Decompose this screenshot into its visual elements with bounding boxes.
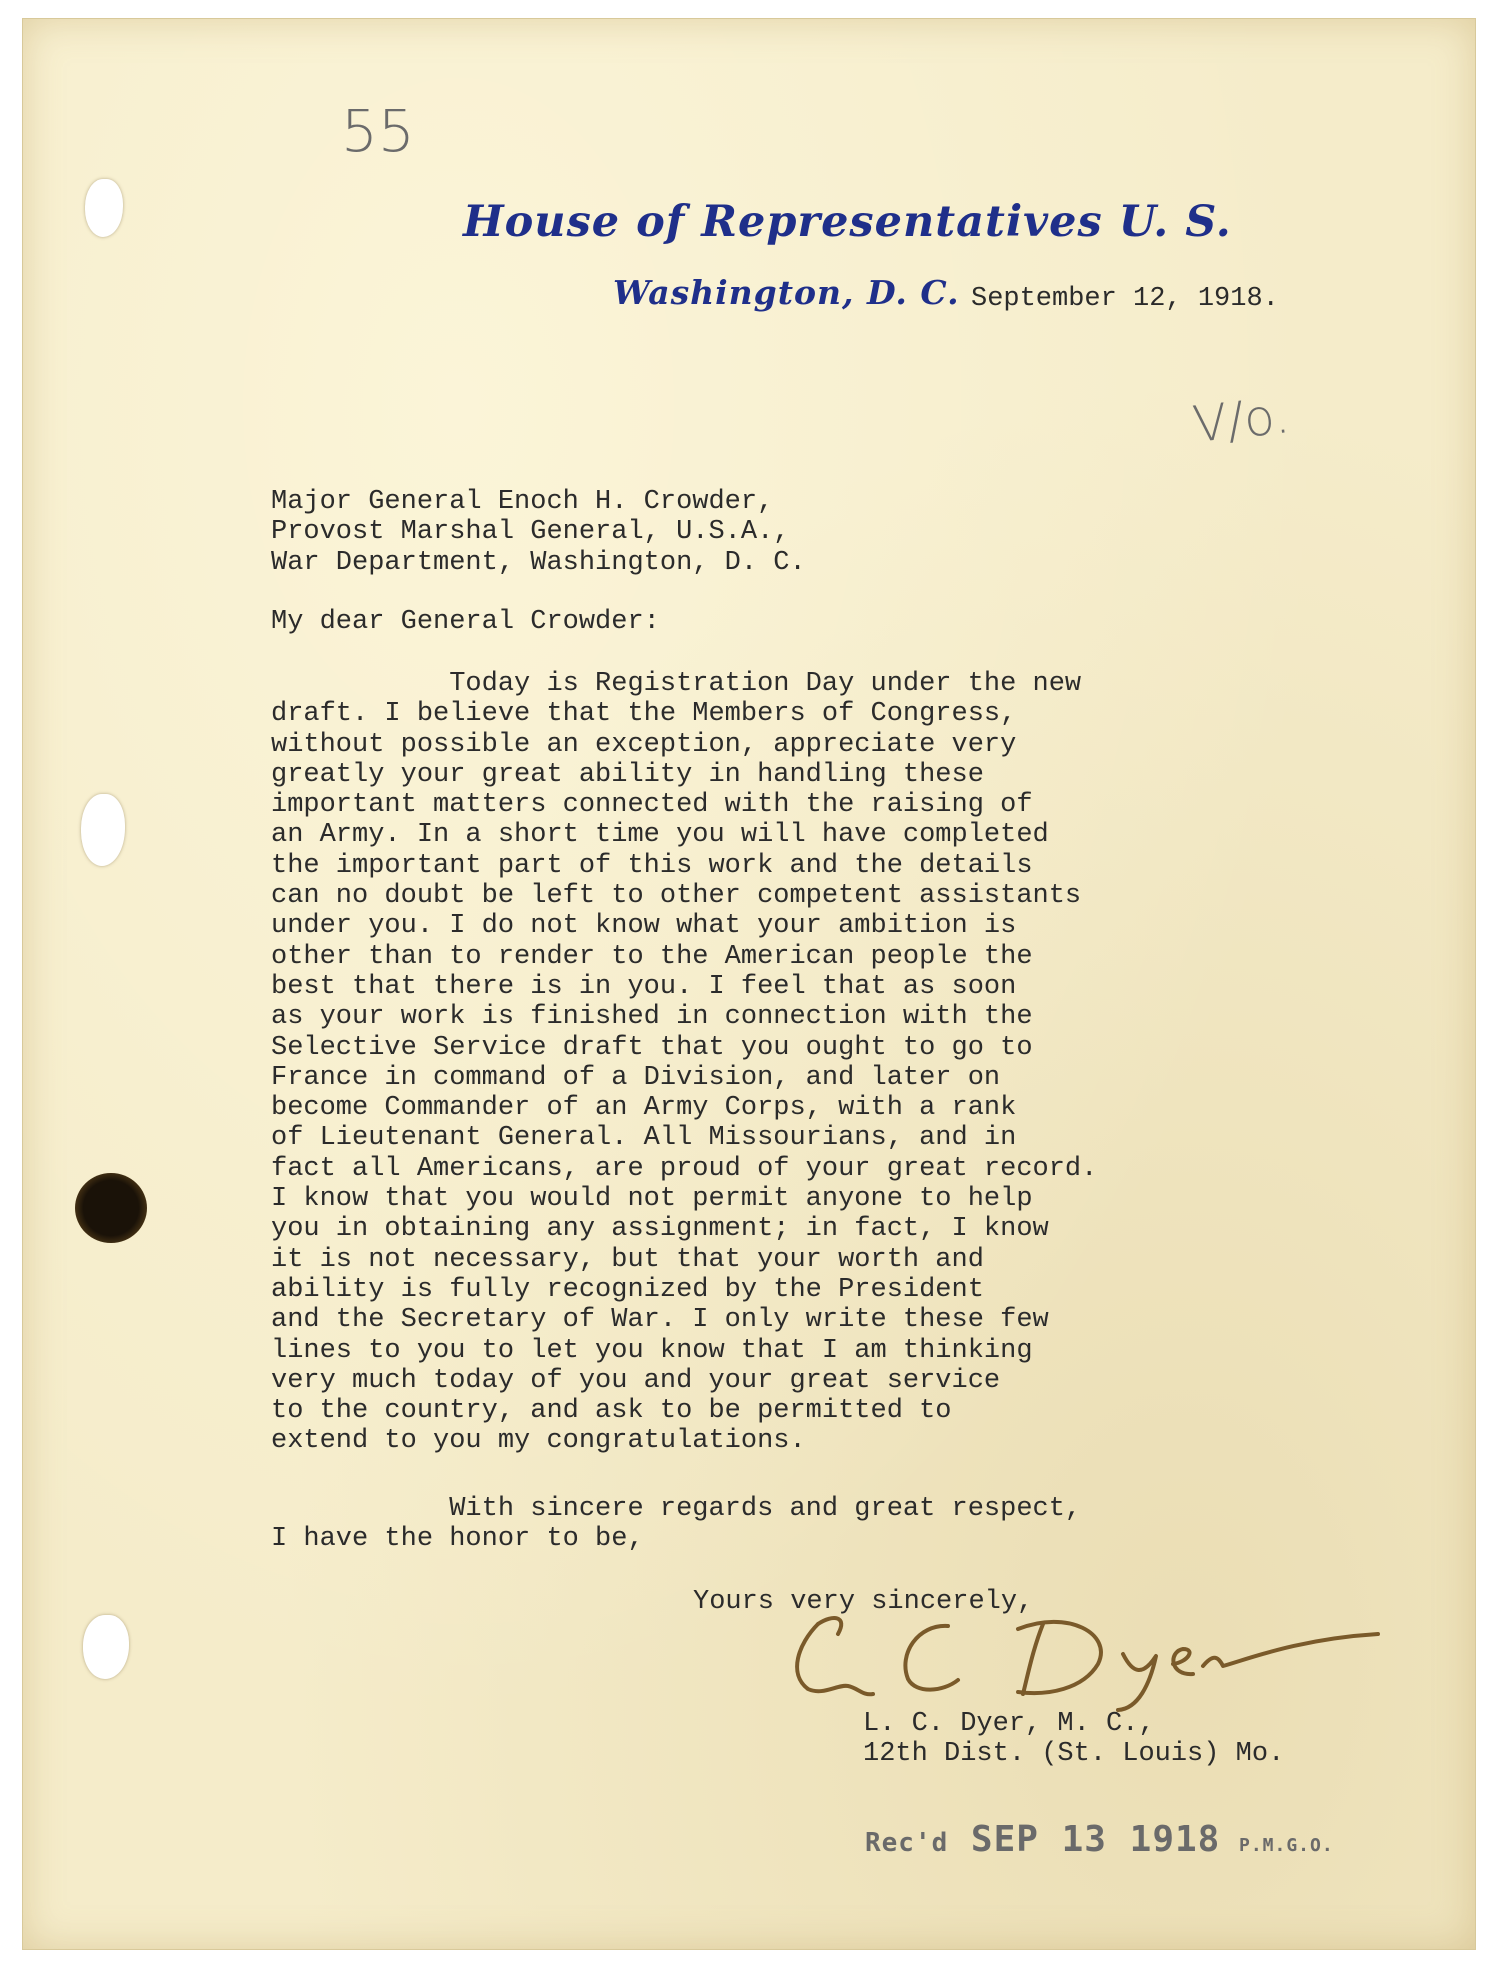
body-line: it is not necessary, but that your worth and — [271, 1244, 984, 1275]
body-line: under you. I do not know what your ambition is — [271, 911, 1017, 942]
body-line: and the Secretary of War. I only write these few — [271, 1305, 1049, 1336]
stamp-suffix: P.M.G.O. — [1238, 1835, 1334, 1856]
body-line: greatly your great ability in handling these — [271, 759, 984, 790]
body-line: draft. I believe that the Members of Congress, — [271, 699, 1017, 730]
signer-block — [863, 1709, 1284, 1770]
body-line: ability is fully recognized by the President — [271, 1274, 984, 1305]
body-line: very much today of you and your great service — [271, 1365, 1001, 1396]
burn-mark — [75, 1173, 147, 1243]
body-line: you in obtaining any assignment; in fact, I know — [271, 1214, 1049, 1245]
complimentary-close: Yours very sincerely, — [693, 1587, 1034, 1617]
stamp-prefix: Rec'd — [865, 1828, 949, 1858]
inside-address — [271, 487, 806, 578]
closing-line: With sincere regards and great respect, — [271, 1494, 1082, 1524]
body-line: the important part of this work and the details — [271, 850, 1033, 881]
body-line: of Lieutenant General. All Missourians, and in — [271, 1123, 1017, 1154]
body-line: lines to you to let you know that I am thinking — [271, 1335, 1033, 1366]
signer-name: L. C. Dyer, M. C., — [863, 1709, 1155, 1739]
body-line: Selective Service draft that you ought to go to — [271, 1032, 1033, 1063]
body-line: fact all Americans, are proud of your great record. — [271, 1153, 1098, 1184]
body-line: to the country, and ask to be permitted to — [271, 1396, 952, 1427]
body-line: other than to render to the American people the — [271, 941, 1033, 972]
punch-hole-top — [85, 179, 123, 237]
address-line: War Department, Washington, D. C. — [271, 547, 806, 578]
stamp-date: SEP 13 1918 — [970, 1819, 1221, 1860]
letterhead-title: House of Representatives U. S. — [463, 197, 1232, 247]
handwritten-signature — [778, 1604, 1408, 1714]
body-line: Today is Registration Day under the new — [271, 669, 1082, 699]
signer-district: 12th Dist. (St. Louis) Mo. — [863, 1739, 1285, 1770]
body-line: become Commander of an Army Corps, with a rank — [271, 1093, 1017, 1124]
closing-line: I have the honor to be, — [271, 1524, 644, 1555]
body-line: an Army. In a short time you will have completed — [271, 820, 1049, 851]
body-line: extend to you my congratulations. — [271, 1426, 806, 1457]
address-line: Major General Enoch H. Crowder, — [271, 487, 774, 517]
letter-body — [271, 669, 1097, 1457]
body-line: as your work is finished in connection with the — [271, 1002, 1033, 1033]
closing-paragraph — [271, 1494, 1081, 1555]
body-line: important matters connected with the raising of — [271, 790, 1033, 821]
body-line: best that there is in you. I feel that as soon — [271, 971, 1017, 1002]
body-line: I know that you would not permit anyone to help — [271, 1184, 1033, 1215]
address-line: Provost Marshal General, U.S.A., — [271, 517, 790, 548]
received-stamp — [865, 1819, 1334, 1860]
body-line: France in command of a Division, and later on — [271, 1062, 1001, 1093]
salutation: My dear General Crowder: — [271, 607, 660, 637]
body-line: without possible an exception, appreciate very — [271, 729, 1017, 760]
punch-hole-middle — [81, 794, 125, 866]
pencil-page-number: 55 — [341, 97, 415, 165]
body-line: can no doubt be left to other competent assistants — [271, 881, 1082, 912]
letterhead-place: Washington, D. C. — [613, 273, 960, 312]
pencil-marginal-mark: V/o. — [1190, 386, 1293, 454]
punch-hole-bottom — [83, 1615, 129, 1679]
letter-date: September 12, 1918. — [971, 284, 1279, 314]
letter-sheet — [22, 18, 1476, 1950]
